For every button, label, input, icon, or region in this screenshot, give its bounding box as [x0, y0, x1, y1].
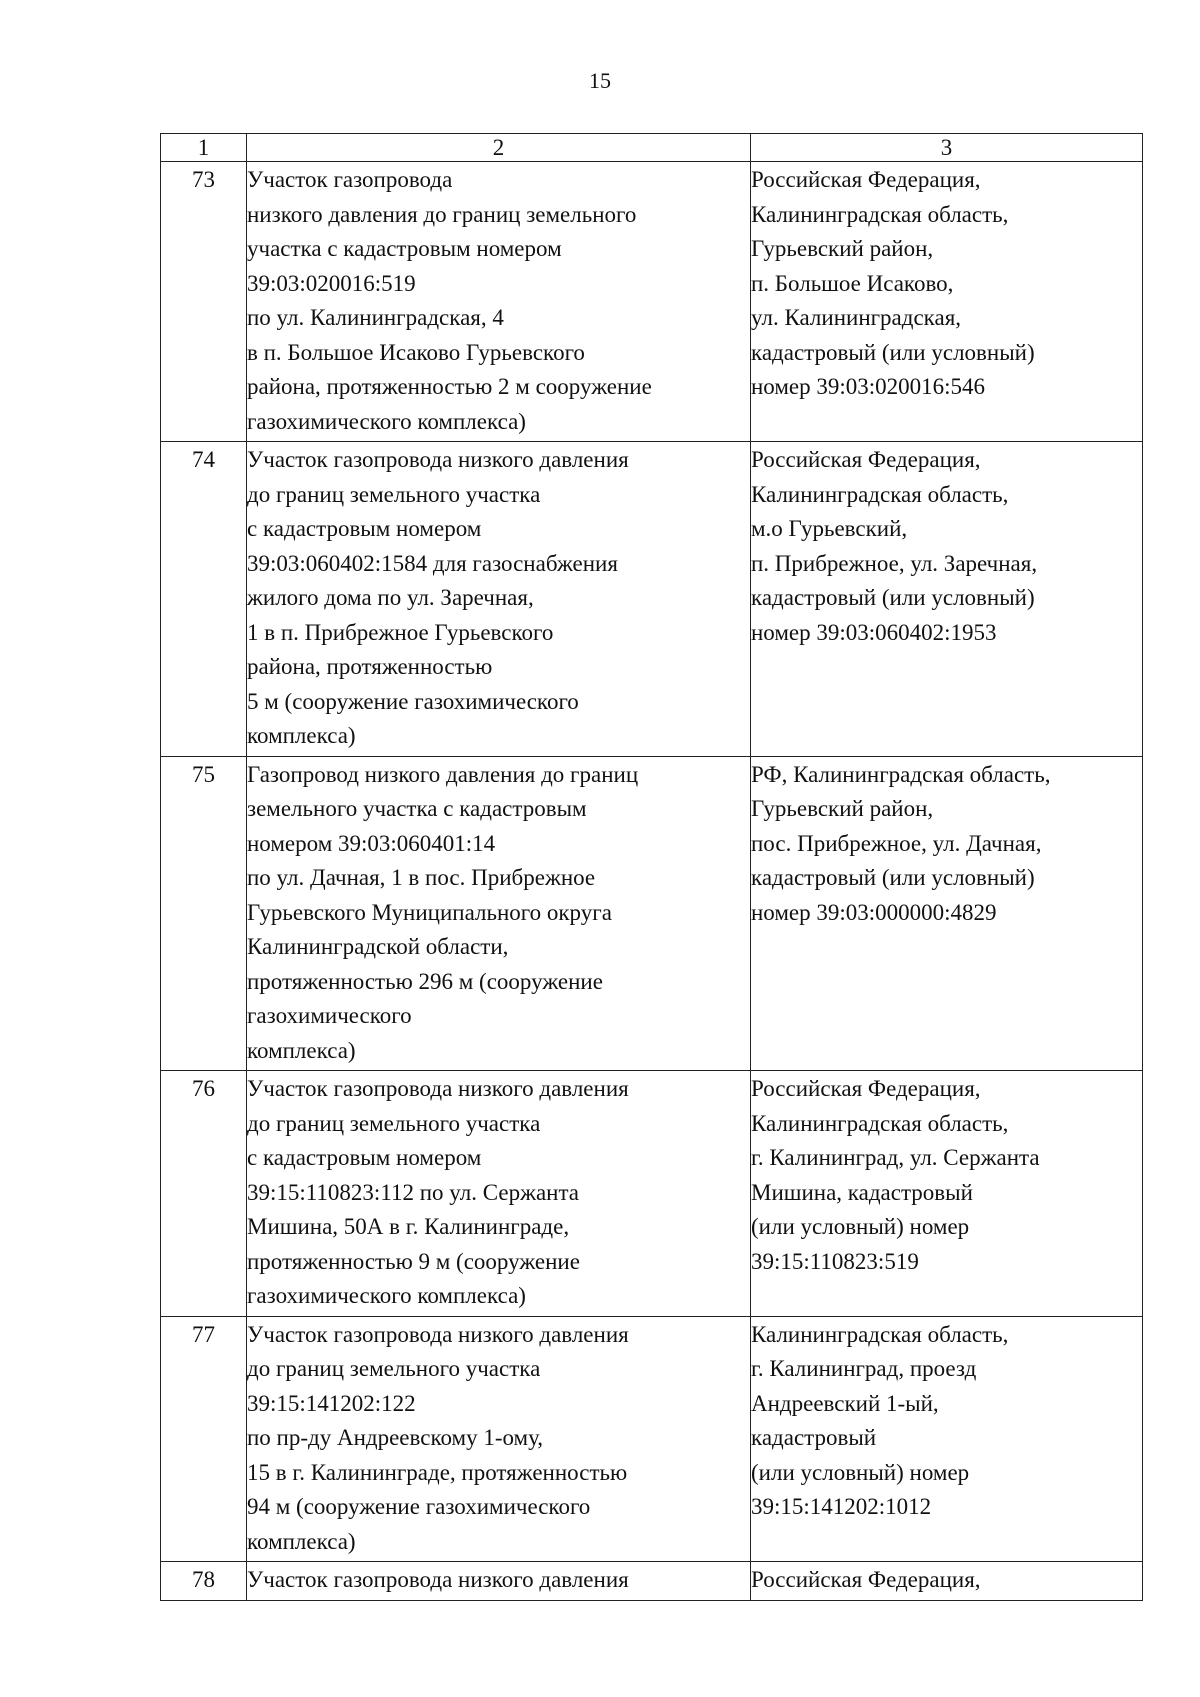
- location-line: Гурьевский район,: [751, 236, 934, 261]
- description-line: участка с кадастровым номером: [247, 236, 562, 261]
- location-line: Российская Федерация,: [751, 1567, 981, 1592]
- object-description-cell: [247, 162, 751, 442]
- object-description-cell: [247, 1071, 751, 1317]
- location-line: Калининградская область,: [751, 1110, 1009, 1136]
- description-line: 15 в г. Калининграде, протяженностью: [247, 1459, 628, 1485]
- description-line: комплекса): [247, 723, 356, 748]
- description-line: 94 м (сооружение газохимического: [247, 1494, 591, 1519]
- description-line: земельного участка с кадастровым: [247, 796, 587, 821]
- row-number: 76: [161, 1071, 247, 1317]
- table-row: [161, 756, 1143, 1071]
- location-line: номер 39:03:020016:546: [751, 374, 986, 399]
- location-line: Российская Федерация,: [751, 167, 981, 192]
- description-line: до границ земельного участка: [247, 481, 541, 507]
- description-line: до границ земельного участка: [247, 1356, 541, 1381]
- location-line: Российская Федерация,: [751, 447, 981, 472]
- row-number: 75: [161, 756, 247, 1071]
- location-line: Калининградская область,: [751, 201, 1009, 227]
- location-line: 39:15:110823:519: [751, 1248, 919, 1274]
- description-line: района, протяженностью: [247, 654, 493, 679]
- description-line: протяженностью 9 м (сооружение: [247, 1248, 580, 1274]
- object-description-cell: [247, 442, 751, 757]
- description-line: номером 39:03:060401:14: [247, 830, 496, 856]
- table-body: [161, 162, 1143, 1601]
- location-line: номер 39:03:060402:1953: [751, 619, 997, 645]
- table-row: [161, 1562, 1143, 1601]
- description-line: Мишина, 50А в г. Калининграде,: [247, 1214, 570, 1239]
- row-number: 74: [161, 442, 247, 757]
- location-line: Калининградская область,: [751, 481, 1009, 507]
- description-line: в п. Большое Исаково Гурьевского: [247, 339, 585, 365]
- row-number: 77: [161, 1316, 247, 1562]
- location-line: пос. Прибрежное, ул. Дачная,: [751, 830, 1042, 856]
- description-line: 39:03:020016:519: [247, 270, 416, 296]
- table-row: [161, 442, 1143, 757]
- location-line: кадастровый (или условный): [751, 585, 1035, 610]
- column-header-1: 1: [161, 134, 247, 162]
- description-line: газохимического комплекса): [247, 1283, 526, 1308]
- page-number: 15: [589, 68, 611, 93]
- location-line: кадастровый: [751, 1425, 877, 1450]
- location-line: Андреевский 1-ый,: [751, 1390, 939, 1416]
- location-line: кадастровый (или условный): [751, 865, 1035, 890]
- description-line: протяженностью 296 м (сооружение: [247, 968, 603, 994]
- description-line: района, протяженностью 2 м сооружение: [247, 374, 652, 399]
- description-line: Калининградской области,: [247, 934, 509, 959]
- table-row: [161, 162, 1143, 442]
- description-line: 39:03:060402:1584 для газоснабжения: [247, 550, 618, 576]
- location-line: Калининградская область,: [751, 1321, 1009, 1347]
- location-line: ул. Калининградская,: [751, 305, 962, 330]
- object-location-cell: [751, 162, 1143, 442]
- table-row: [161, 1316, 1143, 1562]
- location-line: РФ, Калининградская область,: [751, 761, 1051, 787]
- location-line: Гурьевский район,: [751, 796, 934, 821]
- location-line: номер 39:03:000000:4829: [751, 899, 997, 925]
- description-line: Участок газопровода низкого давления: [247, 1321, 629, 1347]
- column-header-2: 2: [247, 134, 751, 162]
- registry-table: [160, 133, 1143, 1601]
- table-header-row: [161, 134, 1143, 162]
- description-line: Газопровод низкого давления до границ: [247, 761, 639, 787]
- description-line: Гурьевского Муниципального округа: [247, 899, 612, 925]
- row-number: 73: [161, 162, 247, 442]
- object-location-cell: [751, 1071, 1143, 1317]
- location-line: г. Калининград, проезд: [751, 1356, 977, 1381]
- description-line: Участок газопровода низкого давления: [247, 1567, 629, 1592]
- description-line: 1 в п. Прибрежное Гурьевского: [247, 619, 554, 645]
- description-line: с кадастровым номером: [247, 1145, 482, 1170]
- description-line: комплекса): [247, 1037, 356, 1063]
- location-line: м.о Гурьевский,: [751, 516, 908, 541]
- description-line: по пр-ду Андреевскому 1-ому,: [247, 1425, 544, 1450]
- object-description-cell: [247, 1316, 751, 1562]
- description-line: 39:15:110823:112 по ул. Сержанта: [247, 1179, 580, 1205]
- description-line: жилого дома по ул. Заречная,: [247, 585, 534, 610]
- location-line: г. Калининград, ул. Сержанта: [751, 1145, 1040, 1170]
- description-line: 5 м (сооружение газохимического: [247, 688, 579, 714]
- row-number: 78: [161, 1562, 247, 1601]
- location-line: кадастровый (или условный): [751, 339, 1035, 365]
- object-description-cell: [247, 1562, 751, 1601]
- object-description-cell: [247, 756, 751, 1071]
- description-line: до границ земельного участка: [247, 1110, 541, 1136]
- description-line: низкого давления до границ земельного: [247, 201, 637, 227]
- location-line: п. Большое Исаково,: [751, 270, 954, 296]
- object-location-cell: [751, 1316, 1143, 1562]
- description-line: газохимического: [247, 1003, 412, 1028]
- description-line: по ул. Калининградская, 4: [247, 305, 504, 330]
- location-line: (или условный) номер: [751, 1459, 970, 1485]
- description-line: газохимического комплекса): [247, 408, 526, 434]
- description-line: 39:15:141202:122: [247, 1390, 416, 1416]
- description-line: с кадастровым номером: [247, 516, 482, 541]
- object-location-cell: [751, 442, 1143, 757]
- location-line: Мишина, кадастровый: [751, 1179, 973, 1205]
- table-row: [161, 1071, 1143, 1317]
- location-line: Российская Федерация,: [751, 1076, 981, 1101]
- object-location-cell: [751, 1562, 1143, 1601]
- description-line: по ул. Дачная, 1 в пос. Прибрежное: [247, 865, 596, 890]
- location-line: п. Прибрежное, ул. Заречная,: [751, 550, 1038, 576]
- description-line: Участок газопровода низкого давления: [247, 447, 629, 472]
- location-line: (или условный) номер: [751, 1214, 970, 1239]
- object-location-cell: [751, 756, 1143, 1071]
- column-header-3: 3: [751, 134, 1143, 162]
- description-line: Участок газопровода: [247, 167, 453, 192]
- description-line: комплекса): [247, 1528, 356, 1554]
- description-line: Участок газопровода низкого давления: [247, 1076, 629, 1101]
- location-line: 39:15:141202:1012: [751, 1494, 932, 1519]
